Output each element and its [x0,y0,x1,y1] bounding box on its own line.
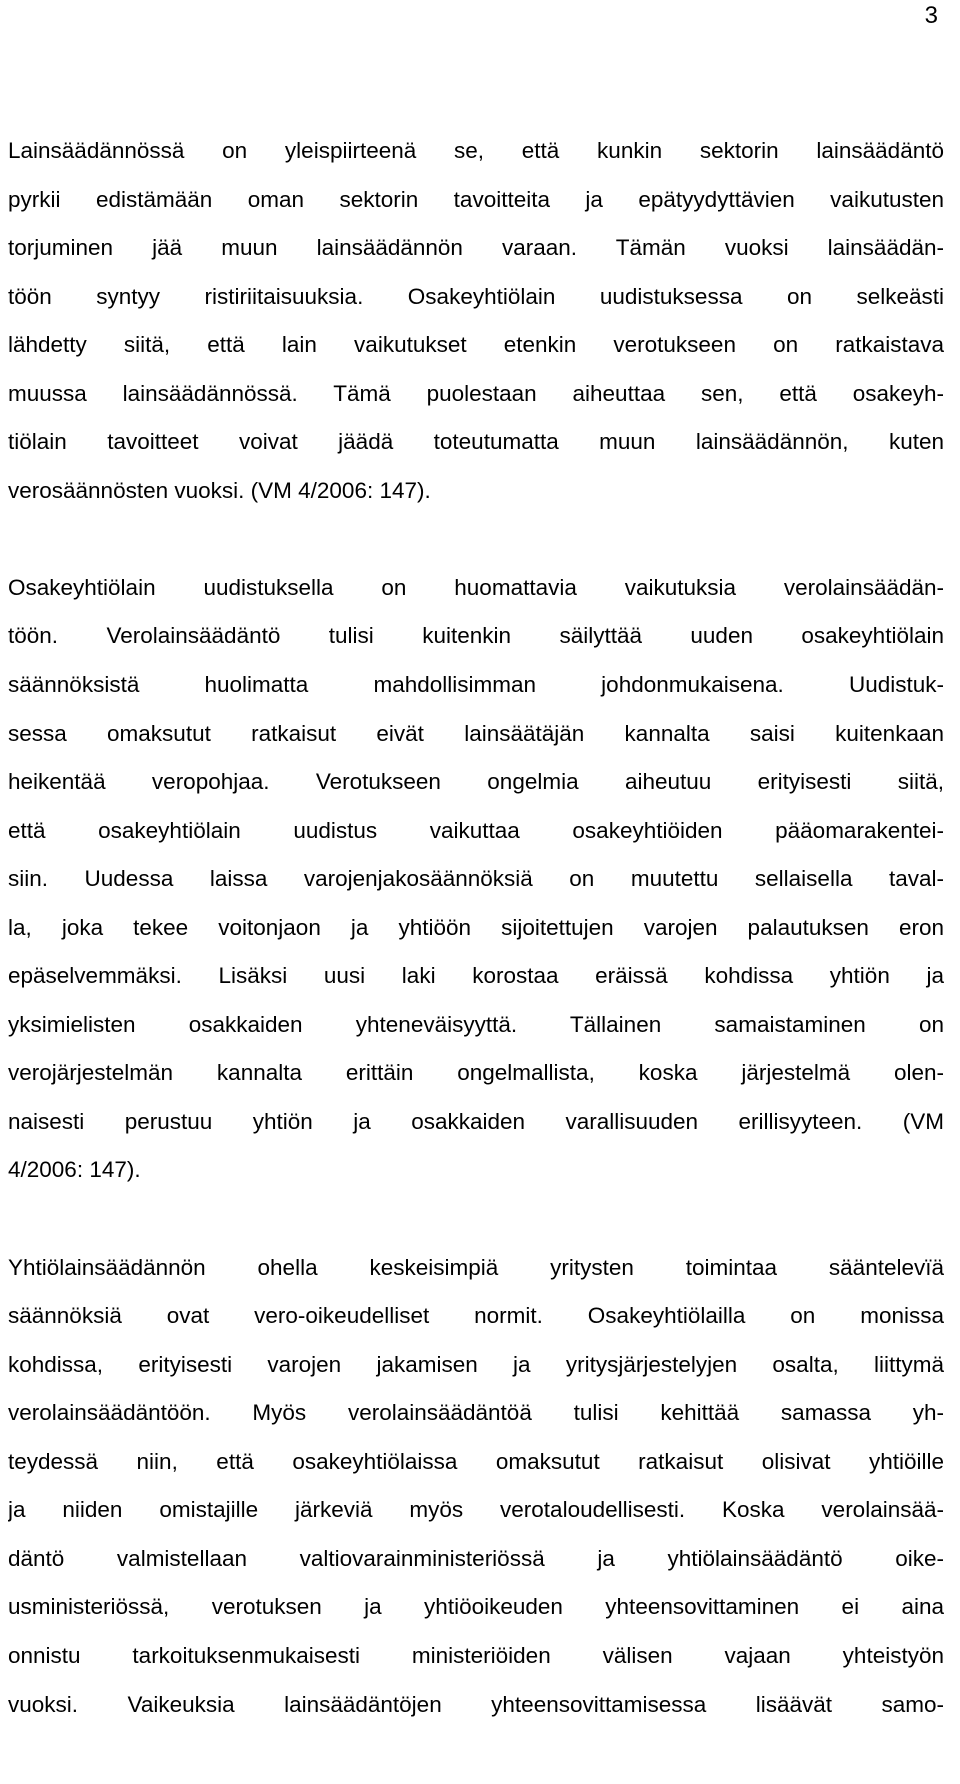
text-line: muussa lainsäädännössä. Tämä puolestaan aiheuttaa sen, että osakeyh- [8,380,944,406]
text-line: verosäännösten vuoksi. (VM 4/2006: 147). [8,477,431,503]
text-line: Osakeyhtiölain uudistuksella on huomattavia vaikutuksia verolainsäädän- [8,574,944,600]
text-line: töön. Verolainsäädäntö tulisi kuitenkin säilyttää uuden osakeyhtiölain [8,623,944,649]
paragraph-1 [8,127,944,515]
text-line: 4/2006: 147). [8,1157,141,1183]
text-line: vuoksi. Vaikeuksia lainsäädäntöjen yhteensovittamisessa lisäävät samo- [8,1691,944,1717]
text-line: naisesti perustuu yhtiön ja osakkaiden varallisuuden erillisyyteen. (VM [8,1108,944,1134]
text-line: pyrkii edistämään oman sektorin tavoitteita ja epätyydyttävien vaikutusten [8,186,944,212]
paragraph-3 [8,1244,944,1729]
text-line: tiölain tavoitteet voivat jäädä toteutumatta muun lainsäädännön, kuten [8,429,944,455]
text-line: verolainsäädäntöön. Myös verolainsäädäntöä tulisi kehittää samassa yh- [8,1400,944,1426]
text-line: että osakeyhtiölain uudistus vaikuttaa osakeyhtiöiden pääomarakentei- [8,817,944,843]
text-line: säännöksistä huolimatta mahdollisimman johdonmukaisena. Uudistuk- [8,672,944,698]
document-body [8,127,944,1729]
text-line: kohdissa, erityisesti varojen jakamisen ja yritysjärjestelyjen osalta, liittymä [8,1351,944,1377]
text-line: yksimielisten osakkaiden yhteneväisyyttä. Tällainen samaistaminen on [8,1011,944,1037]
text-line: usministeriössä, verotuksen ja yhtiöoikeuden yhteensovittaminen ei aina [8,1594,944,1620]
text-line: heikentää veropohjaa. Verotukseen ongelmia aiheutuu erityisesti siitä, [8,769,944,795]
paragraph-spacer [8,1195,944,1244]
text-line: la, joka tekee voitonjaon ja yhtiöön sijoitettujen varojen palautuksen eron [8,914,944,940]
page-number: 3 [924,2,938,29]
text-line: siin. Uudessa laissa varojenjakosäännöksiä on muutettu sellaisella taval- [8,866,944,892]
text-line: säännöksiä ovat vero-oikeudelliset normit. Osakeyhtiölailla on monissa [8,1303,944,1329]
text-line: lähdetty siitä, että lain vaikutukset etenkin verotukseen on ratkaistava [8,332,944,358]
paragraph-spacer [8,515,944,564]
paragraph-2 [8,564,944,1195]
text-line: epäselvemmäksi. Lisäksi uusi laki korostaa eräissä kohdissa yhtiön ja [8,963,944,989]
text-line: töön syntyy ristiriitaisuuksia. Osakeyhtiölain uudistuksessa on selkeästi [8,283,944,309]
text-line: ja niiden omistajille järkeviä myös verotaloudellisesti. Koska verolainsää- [8,1497,944,1523]
text-line: torjuminen jää muun lainsäädännön varaan. Tämän vuoksi lainsäädän- [8,235,944,261]
text-line: verojärjestelmän kannalta erittäin ongelmallista, koska järjestelmä olen- [8,1060,944,1086]
text-line: Yhtiölainsäädännön ohella keskeisimpiä yritysten toimintaa sääntelevïä [8,1254,944,1280]
text-line: sessa omaksutut ratkaisut eivät lainsäätäjän kannalta saisi kuitenkaan [8,720,944,746]
text-line: onnistu tarkoituksenmukaisesti ministeriöiden välisen vajaan yhteistyön [8,1642,944,1668]
text-line: Lainsäädännössä on yleispiirteenä se, että kunkin sektorin lainsäädäntö [8,138,944,163]
text-line: teydessä niin, että osakeyhtiölaissa omaksutut ratkaisut olisivat yhtiöille [8,1448,944,1474]
text-line: däntö valmistellaan valtiovarainministeriössä ja yhtiölainsäädäntö oike- [8,1545,944,1571]
